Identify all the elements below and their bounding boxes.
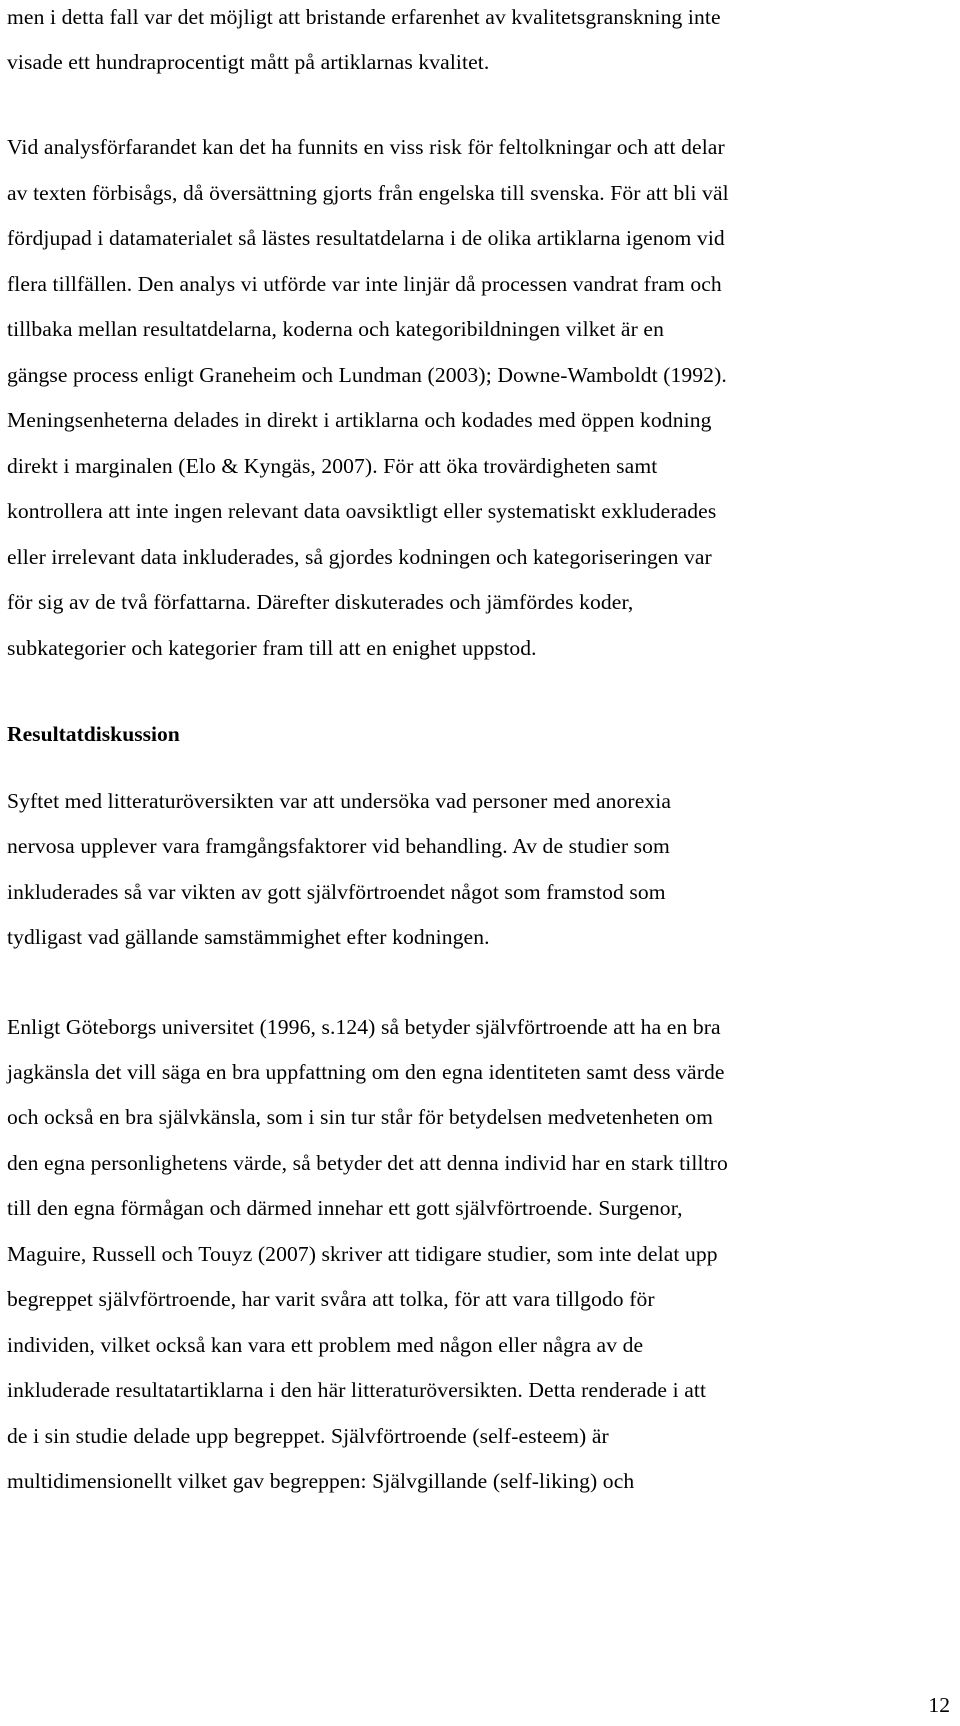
- text-line: den egna personlighetens värde, så betyder det att denna individ har en stark tilltro: [7, 1151, 728, 1175]
- text-line: Maguire, Russell och Touyz (2007) skriver att tidigare studier, som inte delat upp: [7, 1242, 718, 1266]
- text-line: begreppet självförtroende, har varit svåra att tolka, för att vara tillgodo för: [7, 1287, 655, 1311]
- section-heading: Resultatdiskussion: [7, 722, 180, 746]
- text-line: individen, vilket också kan vara ett problem med någon eller några av de: [7, 1333, 644, 1357]
- text-line: Syftet med litteraturöversikten var att undersöka vad personer med anorexia: [7, 789, 672, 813]
- text-line: tydligast vad gällande samstämmighet efter kodningen.: [7, 925, 490, 949]
- text-line: fördjupad i datamaterialet så lästes resultatdelarna i de olika artiklarna igenom vid: [7, 226, 725, 250]
- text-line: direkt i marginalen (Elo & Kyngäs, 2007). För att öka trovärdigheten samt: [7, 454, 658, 478]
- text-line: de i sin studie delade upp begreppet. Självförtroende (self-esteem) är: [7, 1424, 609, 1448]
- text-line: eller irrelevant data inkluderades, så gjordes kodningen och kategoriseringen var: [7, 545, 712, 569]
- page-number: 12: [928, 1693, 950, 1717]
- text-line: Meningsenheterna delades in direkt i artiklarna och kodades med öppen kodning: [7, 408, 712, 432]
- text-line: av texten förbisågs, då översättning gjorts från engelska till svenska. För att bli väl: [7, 181, 729, 205]
- text-line: jagkänsla det vill säga en bra uppfattning om den egna identiteten samt dess värde: [7, 1060, 725, 1084]
- text-line: Enligt Göteborgs universitet (1996, s.124) så betyder självförtroende att ha en bra: [7, 1015, 721, 1039]
- text-line: nervosa upplever vara framgångsfaktorer vid behandling. Av de studier som: [7, 834, 670, 858]
- text-line: Vid analysförfarandet kan det ha funnits en viss risk för feltolkningar och att delar: [7, 135, 725, 159]
- text-line: till den egna förmågan och därmed innehar ett gott självförtroende. Surgenor,: [7, 1196, 683, 1220]
- text-line: flera tillfällen. Den analys vi utförde var inte linjär då processen vandrat fram och: [7, 272, 722, 296]
- text-line: kontrollera att inte ingen relevant data oavsiktligt eller systematiskt exkluderades: [7, 499, 717, 523]
- text-line: inkluderade resultatartiklarna i den här litteraturöversikten. Detta renderade i att: [7, 1378, 707, 1402]
- text-line: för sig av de två författarna. Därefter diskuterades och jämfördes koder,: [7, 590, 634, 614]
- text-line: visade ett hundraprocentigt mått på artiklarnas kvalitet.: [7, 50, 490, 74]
- text-line: och också en bra självkänsla, som i sin tur står för betydelsen medvetenheten om: [7, 1105, 714, 1129]
- text-line: multidimensionellt vilket gav begreppen: Självgillande (self-liking) och: [7, 1469, 635, 1493]
- text-line: gängse process enligt Graneheim och Lundman (2003); Downe-Wamboldt (1992).: [7, 363, 727, 387]
- text-line: subkategorier och kategorier fram till att en enighet uppstod.: [7, 636, 537, 660]
- text-line: men i detta fall var det möjligt att bristande erfarenhet av kvalitetsgranskning inte: [7, 5, 721, 29]
- text-line: tillbaka mellan resultatdelarna, koderna och kategoribildningen vilket är en: [7, 317, 664, 341]
- text-line: inkluderades så var vikten av gott självförtroendet något som framstod som: [7, 880, 666, 904]
